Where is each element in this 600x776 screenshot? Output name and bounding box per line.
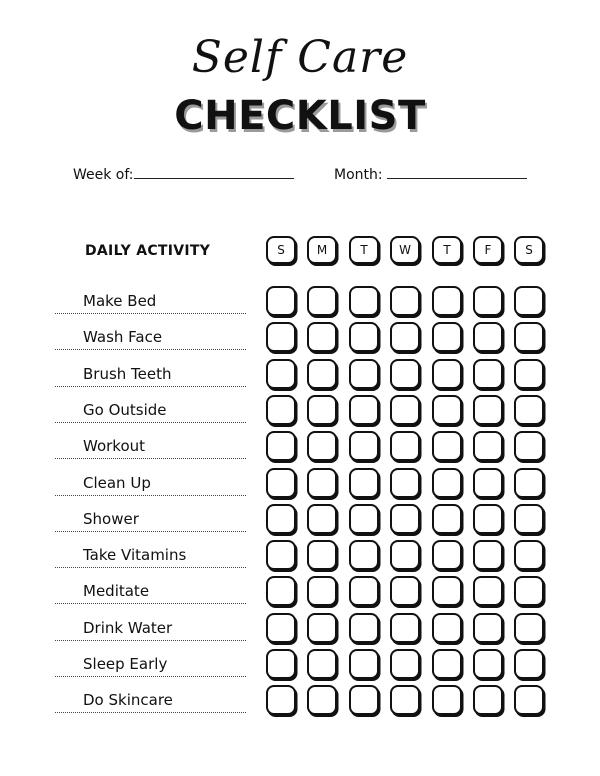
activity-dotted-line bbox=[55, 603, 246, 604]
checkbox-thursday[interactable] bbox=[432, 649, 462, 679]
checkbox-monday[interactable] bbox=[307, 395, 337, 425]
activity-row bbox=[0, 649, 600, 685]
checkbox-friday[interactable] bbox=[473, 504, 503, 534]
checkbox-tuesday[interactable] bbox=[349, 576, 379, 606]
activity-dotted-line bbox=[55, 531, 246, 532]
checkbox-thursday[interactable] bbox=[432, 395, 462, 425]
checkbox-saturday[interactable] bbox=[514, 322, 544, 352]
day-header-sunday: S bbox=[266, 236, 296, 264]
checkbox-saturday[interactable] bbox=[514, 431, 544, 461]
activity-dotted-line bbox=[55, 386, 246, 387]
checkbox-sunday[interactable] bbox=[266, 685, 296, 715]
checkbox-saturday[interactable] bbox=[514, 395, 544, 425]
checkbox-monday[interactable] bbox=[307, 468, 337, 498]
checkbox-tuesday[interactable] bbox=[349, 395, 379, 425]
checkbox-thursday[interactable] bbox=[432, 431, 462, 461]
checkbox-friday[interactable] bbox=[473, 468, 503, 498]
checkbox-tuesday[interactable] bbox=[349, 613, 379, 643]
checkbox-monday[interactable] bbox=[307, 685, 337, 715]
activity-label: Clean Up bbox=[83, 473, 151, 492]
activity-dotted-line bbox=[55, 313, 246, 314]
activity-label: Make Bed bbox=[83, 292, 157, 310]
checkbox-saturday[interactable] bbox=[514, 359, 544, 389]
checkbox-friday[interactable] bbox=[473, 395, 503, 425]
checkbox-monday[interactable] bbox=[307, 431, 337, 461]
activity-row bbox=[0, 576, 600, 612]
checkbox-wednesday[interactable] bbox=[390, 286, 420, 316]
checkbox-tuesday[interactable] bbox=[349, 540, 379, 570]
activity-label: Go Outside bbox=[83, 400, 167, 419]
checkbox-wednesday[interactable] bbox=[390, 649, 420, 679]
checkbox-monday[interactable] bbox=[307, 576, 337, 606]
checkbox-thursday[interactable] bbox=[432, 286, 462, 316]
day-header-wednesday: W bbox=[390, 236, 420, 264]
daily-activity-header: DAILY ACTIVITY bbox=[85, 243, 211, 259]
activity-label: Wash Face bbox=[83, 328, 163, 347]
checkbox-tuesday[interactable] bbox=[349, 322, 379, 352]
activity-dotted-line bbox=[55, 676, 246, 677]
activity-dotted-line bbox=[55, 349, 246, 350]
checkbox-thursday[interactable] bbox=[432, 685, 462, 715]
checkbox-tuesday[interactable] bbox=[349, 431, 379, 461]
week-blank-line[interactable] bbox=[134, 165, 294, 179]
checkbox-monday[interactable] bbox=[307, 540, 337, 570]
activity-row bbox=[0, 431, 600, 467]
checkbox-sunday[interactable] bbox=[266, 649, 296, 679]
checkbox-wednesday[interactable] bbox=[390, 504, 420, 534]
month-label: Month: bbox=[334, 167, 383, 183]
checkbox-saturday[interactable] bbox=[514, 286, 544, 316]
activity-row bbox=[0, 322, 600, 358]
checkbox-wednesday[interactable] bbox=[390, 576, 420, 606]
checkbox-tuesday[interactable] bbox=[349, 685, 379, 715]
activity-dotted-line bbox=[55, 458, 246, 459]
activity-dotted-line bbox=[55, 495, 246, 496]
checkbox-wednesday[interactable] bbox=[390, 395, 420, 425]
day-header-monday: M bbox=[307, 236, 337, 264]
checkbox-sunday[interactable] bbox=[266, 359, 296, 389]
checkbox-saturday[interactable] bbox=[514, 468, 544, 498]
checkbox-sunday[interactable] bbox=[266, 576, 296, 606]
checkbox-wednesday[interactable] bbox=[390, 540, 420, 570]
activity-label: Take Vitamins bbox=[83, 546, 187, 565]
checkbox-tuesday[interactable] bbox=[349, 286, 379, 316]
activity-label: Shower bbox=[83, 509, 139, 528]
month-field bbox=[334, 165, 527, 184]
checkbox-tuesday[interactable] bbox=[349, 468, 379, 498]
checkbox-friday[interactable] bbox=[473, 286, 503, 316]
checkbox-wednesday[interactable] bbox=[390, 685, 420, 715]
activity-label: Brush Teeth bbox=[83, 364, 172, 383]
day-header-tuesday: T bbox=[349, 236, 379, 264]
activity-dotted-line bbox=[55, 567, 246, 568]
activity-dotted-line bbox=[55, 422, 246, 423]
activity-row bbox=[0, 504, 600, 540]
checkbox-saturday[interactable] bbox=[514, 576, 544, 606]
activity-label: Sleep Early bbox=[83, 655, 168, 673]
checkbox-friday[interactable] bbox=[473, 431, 503, 461]
activity-label: Drink Water bbox=[83, 618, 173, 637]
checkbox-friday[interactable] bbox=[473, 359, 503, 389]
checkbox-wednesday[interactable] bbox=[390, 613, 420, 643]
checkbox-friday[interactable] bbox=[473, 322, 503, 352]
checkbox-friday[interactable] bbox=[473, 613, 503, 643]
activity-row bbox=[0, 359, 600, 395]
checkbox-thursday[interactable] bbox=[432, 504, 462, 534]
day-header-thursday: T bbox=[432, 236, 462, 264]
checkbox-saturday[interactable] bbox=[514, 649, 544, 679]
checkbox-sunday[interactable] bbox=[266, 504, 296, 534]
checkbox-wednesday[interactable] bbox=[390, 468, 420, 498]
checkbox-wednesday[interactable] bbox=[390, 359, 420, 389]
activity-dotted-line bbox=[55, 640, 246, 641]
title-checklist: CHECKLIST bbox=[174, 93, 426, 139]
month-blank-line[interactable] bbox=[387, 165, 527, 179]
activity-row bbox=[0, 540, 600, 576]
checkbox-tuesday[interactable] bbox=[349, 359, 379, 389]
checkbox-sunday[interactable] bbox=[266, 613, 296, 643]
day-header-saturday: S bbox=[514, 236, 544, 264]
activity-label: Meditate bbox=[83, 582, 150, 601]
checkbox-friday[interactable] bbox=[473, 685, 503, 715]
checkbox-friday[interactable] bbox=[473, 540, 503, 570]
activity-row bbox=[0, 395, 600, 431]
activity-row bbox=[0, 468, 600, 504]
activity-row bbox=[0, 613, 600, 649]
checkbox-sunday[interactable] bbox=[266, 431, 296, 461]
checkbox-wednesday[interactable] bbox=[390, 431, 420, 461]
day-header-friday: F bbox=[473, 236, 503, 264]
activity-label: Workout bbox=[83, 437, 146, 456]
checkbox-sunday[interactable] bbox=[266, 395, 296, 425]
checkbox-saturday[interactable] bbox=[514, 540, 544, 570]
checkbox-monday[interactable] bbox=[307, 649, 337, 679]
checkbox-thursday[interactable] bbox=[432, 613, 462, 643]
checkbox-tuesday[interactable] bbox=[349, 649, 379, 679]
checkbox-monday[interactable] bbox=[307, 359, 337, 389]
checkbox-tuesday[interactable] bbox=[349, 504, 379, 534]
activity-row bbox=[0, 685, 600, 721]
checkbox-saturday[interactable] bbox=[514, 685, 544, 715]
checkbox-thursday[interactable] bbox=[432, 359, 462, 389]
checkbox-wednesday[interactable] bbox=[390, 322, 420, 352]
week-field bbox=[73, 165, 294, 184]
checkbox-friday[interactable] bbox=[473, 576, 503, 606]
checkbox-saturday[interactable] bbox=[514, 504, 544, 534]
activity-row bbox=[0, 286, 600, 322]
checkbox-sunday[interactable] bbox=[266, 468, 296, 498]
checkbox-thursday[interactable] bbox=[432, 322, 462, 352]
checkbox-sunday[interactable] bbox=[266, 540, 296, 570]
week-label: Week of: bbox=[73, 167, 134, 183]
checkbox-sunday[interactable] bbox=[266, 322, 296, 352]
checkbox-saturday[interactable] bbox=[514, 613, 544, 643]
checkbox-sunday[interactable] bbox=[266, 286, 296, 316]
checkbox-thursday[interactable] bbox=[432, 468, 462, 498]
checkbox-thursday[interactable] bbox=[432, 540, 462, 570]
title-self-care: Self Care bbox=[191, 32, 409, 83]
checkbox-monday[interactable] bbox=[307, 613, 337, 643]
checkbox-friday[interactable] bbox=[473, 649, 503, 679]
checkbox-monday[interactable] bbox=[307, 504, 337, 534]
activity-dotted-line bbox=[55, 712, 246, 713]
checkbox-monday[interactable] bbox=[307, 322, 337, 352]
checkbox-thursday[interactable] bbox=[432, 576, 462, 606]
checkbox-monday[interactable] bbox=[307, 286, 337, 316]
activity-label: Do Skincare bbox=[83, 691, 173, 710]
